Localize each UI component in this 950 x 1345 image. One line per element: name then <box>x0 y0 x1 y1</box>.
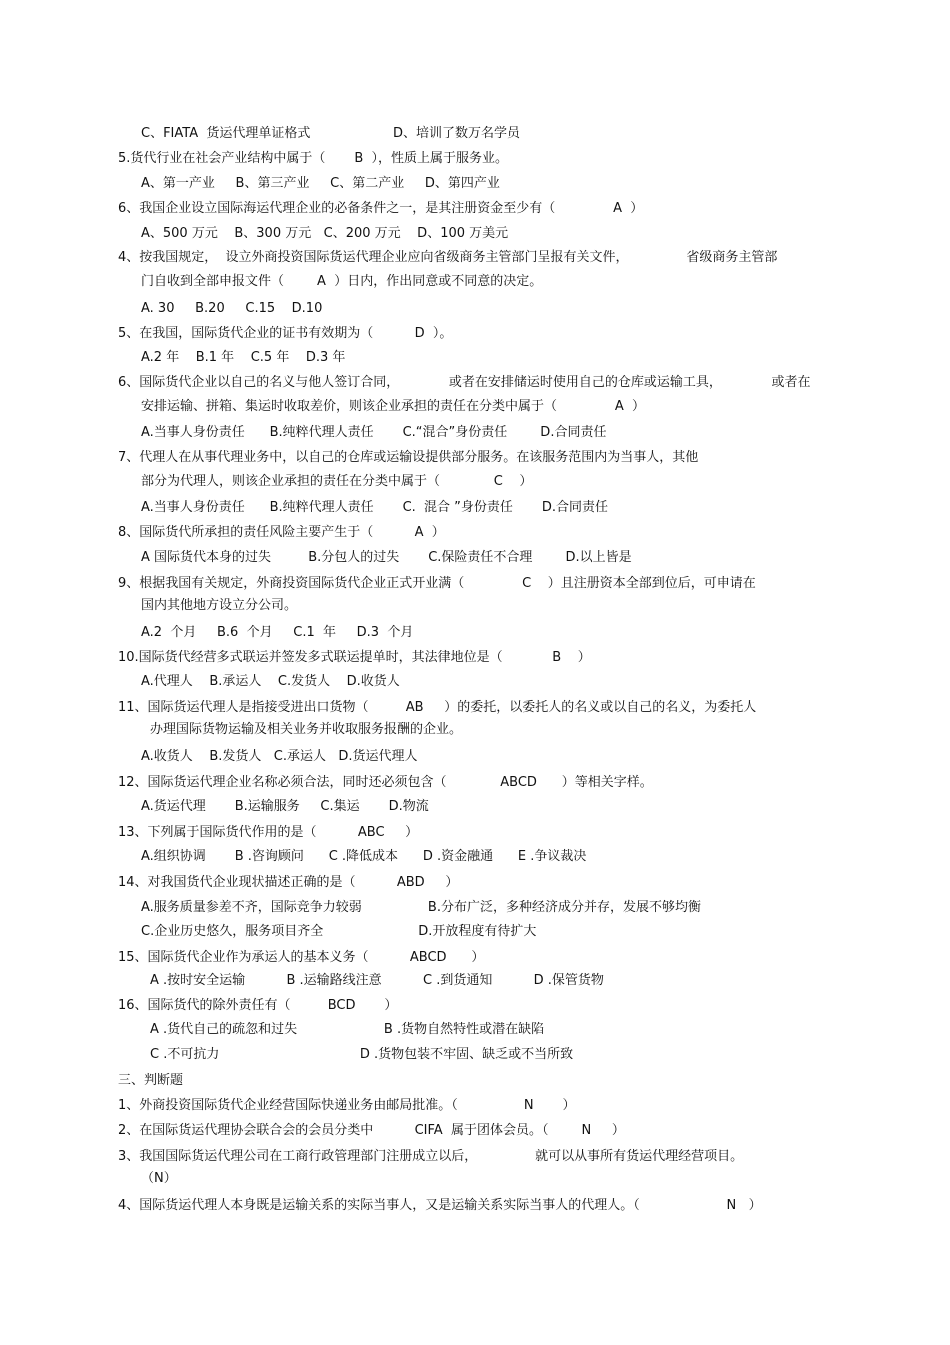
option-line: A、500 万元 B、300 万元 C、200 万元 D、100 万美元 <box>141 226 509 241</box>
question-line: 6、我国企业设立国际海运代理企业的必备条件之一，是其注册资金至少有（ A ） <box>118 201 644 216</box>
option-line: A.服务质量参差不齐，国际竞争力较弱 B.分布广泛，多种经济成分并存，发展不够均衡 <box>141 900 701 915</box>
option-line: A.2 年 B.1 年 C.5 年 D.3 年 <box>141 350 346 365</box>
question-line: 4、按我国规定， 设立外商投资国际货运代理企业应向省级商务主管部门呈报有关文件， 省级商务主管部 <box>118 250 778 265</box>
option-line: A.2 个月 B.6 个月 C.1 年 D.3 个月 <box>141 625 414 640</box>
option-line: A.当事人身份责任 B.纯粹代理人责任 C.“混合”身份责任 D.合同责任 <box>141 425 607 440</box>
option-line: C .不可抗力 D .货物包装不牢固、缺乏或不当所致 <box>150 1047 574 1062</box>
question-line: 6、国际货代企业以自己的名义与他人签订合同， 或者在安排储运时使用自己的仓库或运输工具， 或者在 <box>118 375 811 390</box>
option-line: A .货代自己的疏忽和过失 B .货物自然特性或潜在缺陷 <box>150 1022 545 1037</box>
question-line: 11、国际货运代理人是指接受进出口货物（ AB ）的委托，以委托人的名义或以自己的名义，为委托人 <box>118 700 757 715</box>
question-line: 5、在我国，国际货代企业的证书有效期为（ D ）。 <box>118 326 453 341</box>
question-line: 1、外商投资国际货代企业经营国际快递业务由邮局批准。（ N ） <box>118 1098 576 1113</box>
question-line: 3、我国国际货运代理公司在工商行政管理部门注册成立以后， 就可以从事所有货运代理经营项目。 <box>118 1149 744 1164</box>
question-line: 13、下列属于国际货代作用的是（ ABC ） <box>118 825 419 840</box>
answer-line: （N） <box>141 1171 177 1186</box>
question-line: 部分为代理人，则该企业承担的责任在分类中属于（ C ） <box>141 474 533 489</box>
question-line: 国内其他地方设立分公司。 <box>141 598 298 613</box>
option-line: A. 30 B.20 C.15 D.10 <box>141 301 323 316</box>
option-line: A.当事人身份责任 B.纯粹代理人责任 C. 混合 ”身份责任 D.合同责任 <box>141 500 608 515</box>
question-line: 4、国际货运代理人本身既是运输关系的实际当事人，又是运输关系实际当事人的代理人。（ N ） <box>118 1198 762 1213</box>
option-line: A、第一产业 B、第三产业 C、第二产业 D、第四产业 <box>141 176 500 191</box>
question-line: 7、代理人在从事代理业务中，以自己的仓库或运输设提供部分服务。在该服务范围内为当事人，其他 <box>118 450 699 465</box>
question-line: 2、在国际货运代理协会联合会的会员分类中 CIFA 属于团体会员。（ N ） <box>118 1123 625 1138</box>
option-line: A 国际货代本身的过失 B.分包人的过失 C.保险责任不合理 D.以上皆是 <box>141 550 632 565</box>
question-line: 14、对我国货代企业现状描述正确的是（ ABD ） <box>118 875 459 890</box>
option-line: C.企业历史悠久，服务项目齐全 D.开放程度有待扩大 <box>141 924 537 939</box>
option-line: A.代理人 B.承运人 C.发货人 D.收货人 <box>141 674 400 689</box>
option-line: C、FIATA 货运代理单证格式 D、培训了数万名学员 <box>141 126 521 141</box>
question-line: 12、国际货运代理企业名称必须合法，同时还必须包含（ ABCD ）等相关字样。 <box>118 775 653 790</box>
option-line: A.组织协调 B .咨询顾问 C .降低成本 D .资金融通 E .争议裁决 <box>141 849 587 864</box>
question-line: 安排运输、拼箱、集运时收取差价，则该企业承担的责任在分类中属于（ A ） <box>141 399 646 414</box>
question-line: 8、国际货代所承担的责任风险主要产生于（ A ） <box>118 525 445 540</box>
question-line: 5.货代行业在社会产业结构中属于（ B ），性质上属于服务业。 <box>118 151 509 166</box>
section-heading: 三、判断题 <box>118 1073 184 1088</box>
option-line: A.收货人 B.发货人 C.承运人 D.货运代理人 <box>141 749 418 764</box>
question-line: 15、国际货代企业作为承运人的基本义务（ ABCD ） <box>118 950 485 965</box>
question-line: 16、国际货代的除外责任有（ BCD ） <box>118 998 398 1013</box>
option-line: A .按时安全运输 B .运输路线注意 C .到货通知 D .保管货物 <box>150 973 604 988</box>
option-line: A.货运代理 B.运输服务 C.集运 D.物流 <box>141 799 429 814</box>
question-line: 9、根据我国有关规定，外商投资国际货代企业正式开业满（ C ）且注册资本全部到位后，可申请在 <box>118 576 756 591</box>
question-line: 10.国际货代经营多式联运并签发多式联运提单时，其法律地位是（ B ） <box>118 650 591 665</box>
question-line: 办理国际货物运输及相关业务并收取服务报酬的企业。 <box>150 722 463 737</box>
question-line: 门自收到全部申报文件（ A ）日内，作出同意或不同意的决定。 <box>141 274 543 289</box>
